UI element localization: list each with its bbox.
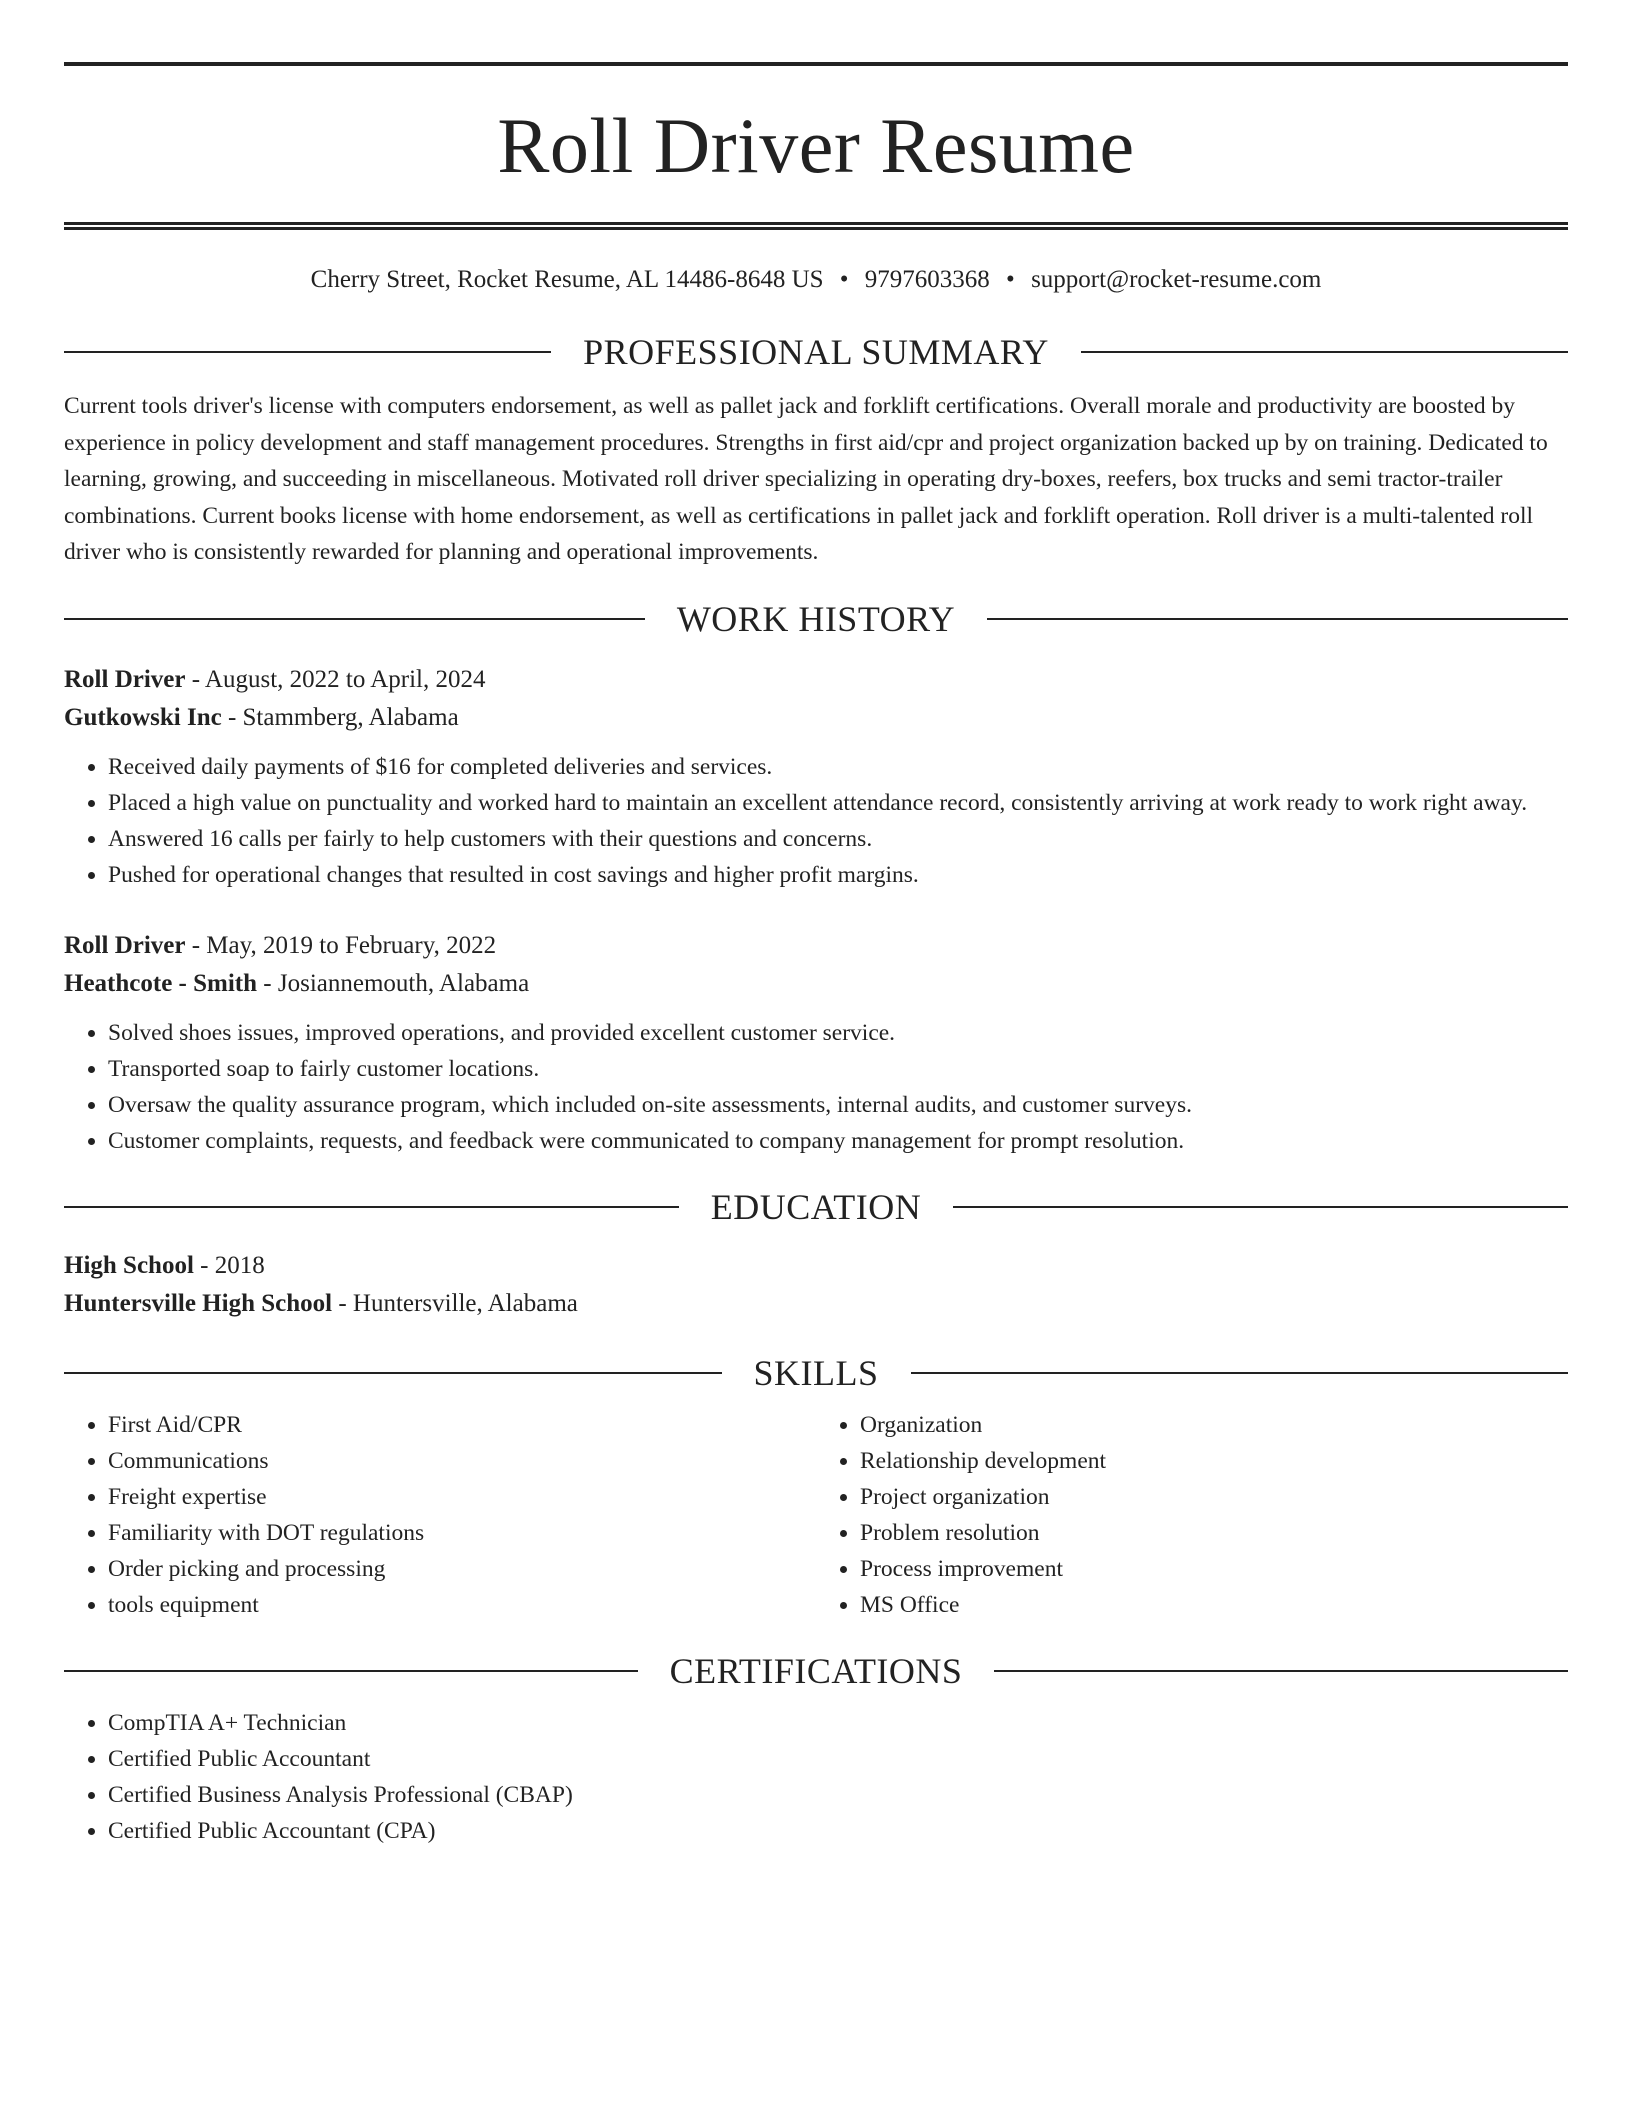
list-item: • Problem resolution (860, 1515, 1568, 1551)
top-rule (64, 62, 1568, 66)
contact-phone: 9797603368 (864, 266, 990, 293)
list-item: • Transported soap to fairly customer locations. (108, 1051, 1568, 1087)
education-school: Huntersville High School (64, 1289, 333, 1317)
contact-email: support@rocket-resume.com (1031, 266, 1322, 293)
list-item: • Certified Public Accountant (CPA) (108, 1813, 1568, 1849)
resume-content (64, 62, 1568, 1849)
list-item: • Oversaw the quality assurance program, which included on-site assessments, internal audits, and customer surveys. (108, 1087, 1568, 1123)
section-title: SKILLS (753, 1352, 879, 1393)
list-item: • Placed a high value on punctuality and worked hard to maintain an excellent attendance record, consistently arriving at work ready to work right away. (108, 785, 1568, 821)
section-title: PROFESSIONAL SUMMARY (583, 332, 1049, 372)
page-title: Roll Driver Resume (497, 102, 1135, 189)
skills-columns (64, 1407, 1568, 1623)
job-location: - Stammberg, Alabama (221, 703, 459, 731)
education-entry (64, 1247, 1568, 1323)
skills-list-right (816, 1407, 1568, 1623)
heading-rule (64, 351, 551, 353)
contact-line (64, 264, 1568, 296)
list-item: • First Aid/CPR (108, 1407, 816, 1443)
list-item: • Familiarity with DOT regulations (108, 1515, 816, 1551)
contact-separator: • (1006, 266, 1015, 293)
list-item: • MS Office (860, 1587, 1568, 1623)
list-item: • Pushed for operational changes that resulted in cost savings and higher profit margins. (108, 857, 1568, 893)
list-item: • Order picking and processing (108, 1551, 816, 1587)
heading-rule (1081, 351, 1568, 353)
list-item: • Process improvement (860, 1551, 1568, 1587)
education-year: - 2018 (193, 1251, 265, 1279)
job-bullets (64, 1015, 1568, 1159)
job-company: Heathcote - Smith (64, 969, 258, 997)
list-item: • Answered 16 calls per fairly to help customers with their questions and concerns. (108, 821, 1568, 857)
summary-paragraph: Current tools driver's license with computers endorsement, as well as pallet jack and forklift certifications. Overall morale and productivity are boosted by experience in policy development and staff management procedures. Strengths in first aid/cpr and project organization backed up by on training. Dedicated to learning, growing, and succeeding in miscellaneous. Motivated roll driver specializing in operating dry-boxes, reefers, box trucks and semi tractor-trailer combinations. Current books license with home endorsement, as well as certifications in pallet jack and forklift operation. Roll driver is a multi-talented roll driver who is consistently rewarded for planning and operational improvements. (64, 393, 1548, 565)
list-item: • Certified Public Accountant (108, 1741, 1568, 1777)
job-entry (64, 927, 1568, 1159)
title-double-rule (64, 222, 1568, 230)
list-item: • Project organization (860, 1479, 1568, 1515)
heading-rule (64, 1670, 638, 1672)
list-item: • Solved shoes issues, improved operations, and provided excellent customer service. (108, 1015, 1568, 1051)
list-item: • Communications (108, 1443, 816, 1479)
education-degree: High School (64, 1251, 194, 1279)
section-heading-work-history (64, 597, 1568, 641)
list-item: • tools equipment (108, 1587, 816, 1623)
list-item: • Customer complaints, requests, and feedback were communicated to company management for prompt resolution. (108, 1123, 1568, 1159)
heading-rule (953, 1206, 1568, 1208)
contact-separator: • (839, 266, 849, 293)
job-dates: - August, 2022 to April, 2024 (185, 665, 486, 693)
section-heading-summary (64, 330, 1568, 374)
job-location: - Josiannemouth, Alabama (257, 969, 530, 997)
section-title: CERTIFICATIONS (669, 1650, 963, 1691)
section-heading-education (64, 1185, 1568, 1229)
job-role: Roll Driver (64, 931, 186, 959)
heading-rule (64, 1206, 679, 1208)
heading-rule (987, 618, 1568, 620)
list-item: • Relationship development (860, 1443, 1568, 1479)
list-item: • Freight expertise (108, 1479, 816, 1515)
heading-rule (64, 618, 645, 620)
job-entry (64, 661, 1568, 893)
skills-list-left (64, 1407, 816, 1623)
heading-rule (994, 1670, 1568, 1672)
section-heading-skills (64, 1351, 1568, 1395)
heading-rule (911, 1372, 1569, 1374)
contact-address: Cherry Street, Rocket Resume, AL 14486-8648 US (310, 266, 824, 293)
education-location: - Huntersville, Alabama (332, 1289, 578, 1317)
section-title: WORK HISTORY (676, 598, 956, 639)
list-item: • CompTIA A+ Technician (108, 1705, 1568, 1741)
certifications-list (64, 1705, 1568, 1849)
section-title: EDUCATION (710, 1186, 922, 1227)
heading-rule (64, 1372, 722, 1374)
list-item: • Certified Business Analysis Professional (CBAP) (108, 1777, 1568, 1813)
job-dates: - May, 2019 to February, 2022 (185, 931, 497, 959)
section-heading-certifications (64, 1649, 1568, 1693)
job-bullets (64, 749, 1568, 893)
job-role: Roll Driver (64, 665, 186, 693)
list-item: • Organization (860, 1407, 1568, 1443)
list-item: • Received daily payments of $16 for completed deliveries and services. (108, 749, 1568, 785)
job-company: Gutkowski Inc (64, 703, 222, 731)
